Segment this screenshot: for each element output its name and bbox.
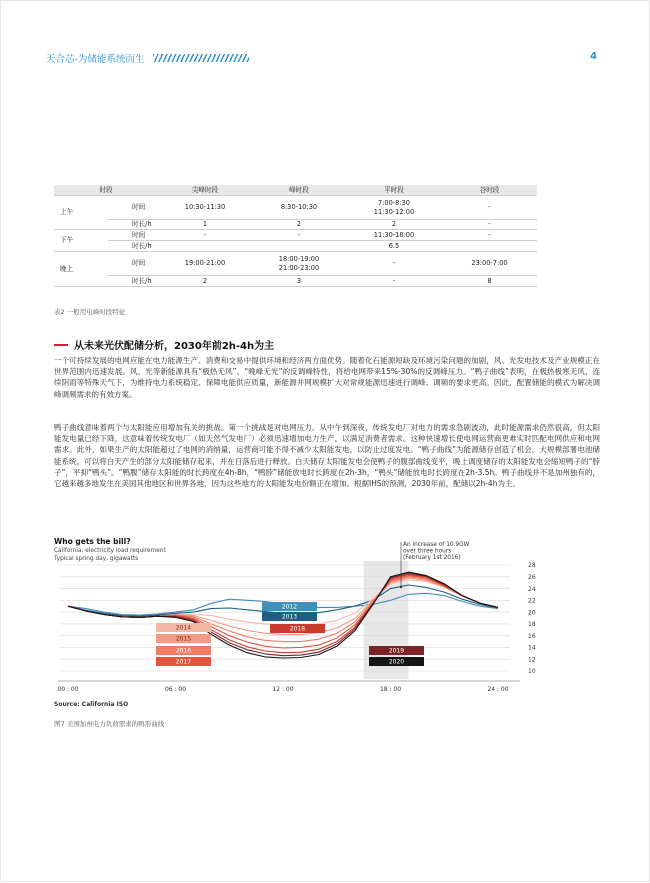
year-label-text: 2014 xyxy=(175,624,192,632)
figure-title: Who gets the bill? xyxy=(54,537,131,546)
header-brand: 天合芯-为储能系统而生 xyxy=(46,54,145,65)
y-tick-label: 28 xyxy=(528,562,536,570)
table-cell: 2 xyxy=(158,276,252,287)
figure-caption: 图7 美国加州电力负荷需求的鸭形曲线 xyxy=(54,720,165,728)
year-label-text: 2012 xyxy=(281,603,298,611)
table-cell: 19:00-21:00 xyxy=(158,252,252,276)
page-number: 4 xyxy=(590,51,597,62)
table-cell-period: 上午 xyxy=(54,196,108,230)
table-cell: - xyxy=(442,196,537,220)
table-header-cell: 时段 xyxy=(54,185,158,196)
x-tick-label: 00 : 00 xyxy=(57,686,79,693)
y-tick-label: 12 xyxy=(528,656,536,664)
year-label-text: 2013 xyxy=(281,613,298,621)
table-cell-sub: 时间 xyxy=(108,230,158,241)
x-tick-label: 18 : 00 xyxy=(379,686,402,693)
annotation-dot xyxy=(400,586,402,588)
year-label-text: 2019 xyxy=(388,647,405,655)
table-cell-sub: 时长/h xyxy=(108,241,158,252)
table-cell-period: 下午 xyxy=(54,230,108,252)
y-tick-label: 16 xyxy=(528,632,536,640)
table-cell: 6.5 xyxy=(346,241,442,252)
annotation-text: over three hours xyxy=(403,548,452,555)
body-paragraph: 一个可持续发展的电网应能在电力能源生产、消费和交易中提供环境和经济两方面优势。随着化石能源短缺及环境污染问题的加剧，风、光发电技术及产业规模正在世界范围内迅速发展。风、光等新能源具有“极热无风”、“晚峰无光”的反调峰特性，将给电网带来15%-30%的反调峰压力。“鸭子曲线”表明，在极热极寒无风、连续阴雨等特殊天气下，为维持电力系统稳定、保障电能供应质量，新能源并网规模扩大对常规能源迅速进行调峰、调频的要求更高。因此，配置储能的模式为解决调峰调频需求的有效方案。 xyxy=(54,356,600,399)
table-header-cell: 谷时段 xyxy=(442,185,537,196)
table-cell-sub: 时间 xyxy=(108,196,158,220)
y-tick-label: 10 xyxy=(528,668,536,676)
table-cell: - xyxy=(346,276,442,287)
y-tick-label: 26 xyxy=(528,573,536,581)
table-cell: 7:00-8:30 11:30-12:00 xyxy=(346,196,442,220)
table-cell: - xyxy=(442,220,537,230)
figure-source: Source: California ISO xyxy=(54,701,129,708)
table-cell: - xyxy=(442,230,537,241)
year-label-text: 2018 xyxy=(289,625,306,633)
table-cell: 8 xyxy=(442,276,537,287)
duck-curve-chart xyxy=(1,1,650,883)
table-cell: 23:00-7:00 xyxy=(442,252,537,276)
y-tick-label: 14 xyxy=(528,644,536,652)
annotation-text: (February 1st 2016) xyxy=(403,555,461,561)
section-title-text: 从未来光伏配储分析，2030年前2h-4h为主 xyxy=(74,341,275,352)
y-tick-label: 24 xyxy=(528,585,536,593)
body-paragraph: 鸭子曲线意味着两个与太阳能应用增加有关的挑战。第一个挑战是对电网压力。从中午到深夜，传统发电厂对电力的需求急剧波动，此时能源需求仍然很高，但太阳能发电量已经下降，这意味着传统发电厂（如天然气发电厂）必须迅速增加电力生产，以满足消费者需求。这种快速增长使电网运营商更难实时匹配电网供应和电网需求。此外，如果生产的太阳能超过了电网的消纳量，运营商可能不得不减少太阳能发电，以防止过度发电。“鸭子曲线”为能源储存创造了机会。大规模部署电池储能系统，可以将白天产生的部分太阳能储存起来，并在日落后进行释放。白天储存太阳能发电会使鸭子的腹部曲线变平，晚上调度储存的太阳能发电会缩短鸭子的“脖子”，平抑“鸭头”。“鸭腹”储存太阳能的时长跨度在4h-8h，“鸭脖”储能放电时长跨度在2h-3h，“鸭头”储能放电时长跨度在2h-3.5h。鸭子曲线并不是加州独有的，它越来越多地发生在美国其他地区和世界各地，因为这些地方的太阳能发电份额正在增加。根据IHS的预测，2030年前，配储以2h-4h为主。 xyxy=(54,423,600,489)
table-cell: 8:30-10:30 xyxy=(252,196,346,220)
table-header-cell: 尖峰时段 xyxy=(158,185,252,196)
annotation-text: An increase of 10.9GW xyxy=(403,542,470,548)
year-label-text: 2017 xyxy=(175,658,192,666)
y-tick-label: 20 xyxy=(528,609,536,617)
figure-subtitle: Typical spring day, gigawatts xyxy=(54,556,139,562)
table-cell-sub: 时长/h xyxy=(108,276,158,287)
series-line-2017 xyxy=(68,576,498,648)
table-cell: 18:00-19:00 21:00-23:00 xyxy=(252,252,346,276)
table-cell: - xyxy=(158,230,252,241)
table-cell: - xyxy=(252,230,346,241)
table-cell-sub: 时长/h xyxy=(108,220,158,230)
y-tick-label: 22 xyxy=(528,597,536,605)
table-cell: - xyxy=(346,252,442,276)
year-label-text: 2020 xyxy=(388,658,405,666)
table-cell: 2 xyxy=(252,220,346,230)
table-cell-sub: 时间 xyxy=(108,252,158,276)
x-tick-label: 06 : 00 xyxy=(164,686,187,693)
year-label-text: 2016 xyxy=(175,647,192,655)
year-label-text: 2015 xyxy=(175,635,192,643)
x-tick-label: 12 : 00 xyxy=(272,686,294,693)
table-cell: 11:30-18:00 xyxy=(346,230,442,241)
table-cell: 3 xyxy=(252,276,346,287)
table-cell: 10:30-11:30 xyxy=(158,196,252,220)
table-cell: 2 xyxy=(346,220,442,230)
y-tick-label: 18 xyxy=(528,621,536,629)
table-caption: 表2 一般用电峰时段特征 xyxy=(54,308,126,316)
table-header-cell: 平时段 xyxy=(346,185,442,196)
table-cell: 1 xyxy=(158,220,252,230)
table-header-cell: 峰时段 xyxy=(252,185,346,196)
x-tick-label: 24 : 00 xyxy=(487,686,509,693)
figure-subtitle: California, electricity load requirement xyxy=(54,548,166,554)
table-cell-period: 晚上 xyxy=(54,252,108,287)
